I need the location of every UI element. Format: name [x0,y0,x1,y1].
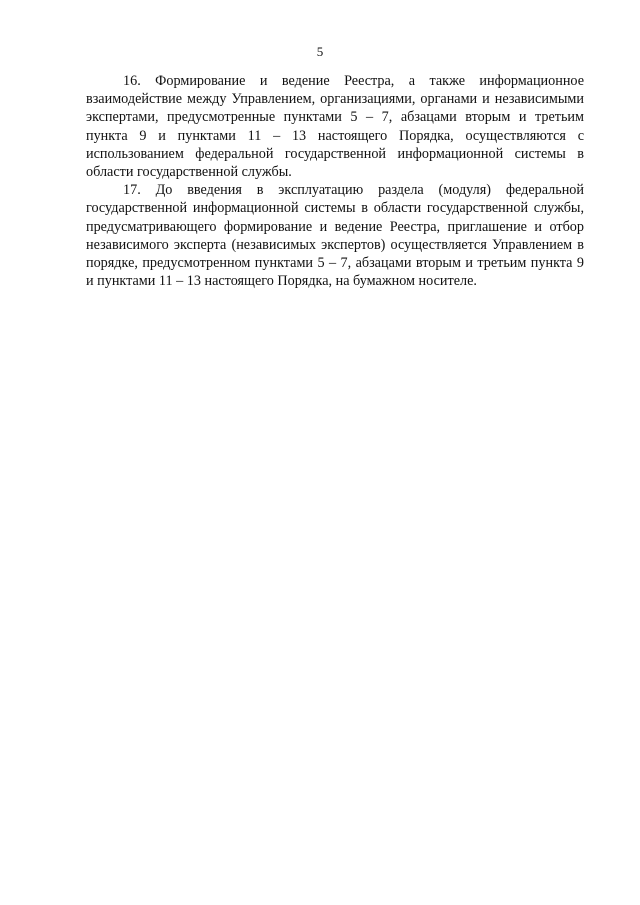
paragraph-17: 17. До введения в эксплуатацию раздела (модуля) федеральной государственной информационной системы в области государственной службы, предусматривающего формирование и ведение Реестра, приглашение и отбор независимого эксперта (независимых экспертов) осуществляется Управлением в порядке, предусмотренном пунктами 5 – 7, абзацами вторым и третьим пункта 9 и пунктами 11 – 13 настоящего Порядка, на бумажном носителе. [86,182,584,290]
paragraph-16: 16. Формирование и ведение Реестра, а также информационное взаимодействие между Управлением, организациями, органами и независимыми экспертами, предусмотренные пунктами 5 – 7, абзацами вторым и третьим пункта 9 и пунктами 11 – 13 настоящего Порядка, осуществляются с использованием федеральной государственной информационной системы в области государственной службы. [86,73,584,181]
document-body [86,72,584,290]
page-number: 5 [316,44,324,59]
